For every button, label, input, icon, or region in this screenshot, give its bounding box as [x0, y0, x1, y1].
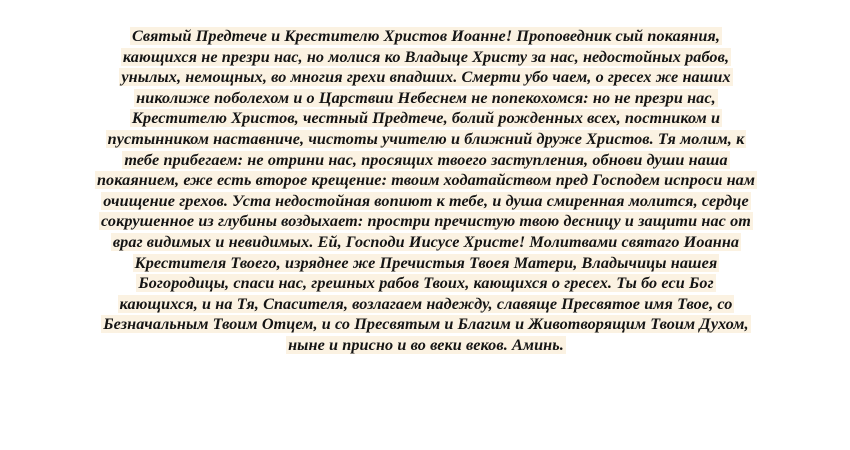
prayer-line: Богородицы, спаси нас, грешных рабов Твоих, кающихся о гресех. Ты бо еси Бог — [138, 274, 714, 293]
prayer-line: тебе прибегаем: не отрини нас, просящих твоего заступления, обнови души наша — [124, 150, 728, 169]
prayer-line: унылых, немощных, во многия грехи впадших. Смерти убо чаем, о гресех же наших — [121, 68, 731, 87]
prayer-line: николиже поболехом и о Царствии Небеснем не попекохомся: но не презри нас, — [136, 88, 716, 107]
prayer-line: кающихся, и на Тя, Спасителя, возлагаем надежду, славяще Пресвятое имя Твое, со — [119, 294, 733, 313]
prayer-line: ныне и присно и во веки веков. Аминь. — [288, 335, 564, 354]
prayer-line: Крестителю Христов, честный Предтече, болий рожденных всех, постником и — [131, 109, 721, 128]
prayer-text — [36, 26, 816, 356]
prayer-line: покаянием, еже есть второе крещение: твоим ходатайством пред Господем испроси нам — [96, 171, 756, 190]
prayer-line: очищение грехов. Уста недостойная вопиют к тебе, и душа смиренная молится, сердце — [103, 191, 749, 210]
prayer-line: Крестителя Твоего, изрядн​ее же Пречистыя Твоея Матери, Владычицы нашея — [134, 253, 718, 272]
prayer-line: враг видимых и невидимых. Ей, Господи Иисусе Христе! Молитвами святаго Иоанна — [112, 232, 740, 251]
prayer-line: сокрушенное из глубины воздыхает: простри пречистую твою десницу и защити нас от — [101, 212, 751, 231]
prayer-line: кающихся не презри нас, но молися ко Владыце Христу за нас, недостойных рабов, — [122, 47, 730, 66]
prayer-line: Святый Предтече и Крестителю Христов Иоанне! Проповедник сый покаяния, — [131, 27, 721, 45]
prayer-line: пустынником наставниче, чистоты учителю и ближний друже Христов. Тя молим, к — [107, 129, 745, 148]
prayer-line: Безначальным Твоим Отцем, и со Пресвятым и Благим и Животворящим Твоим Духом, — [103, 315, 749, 334]
